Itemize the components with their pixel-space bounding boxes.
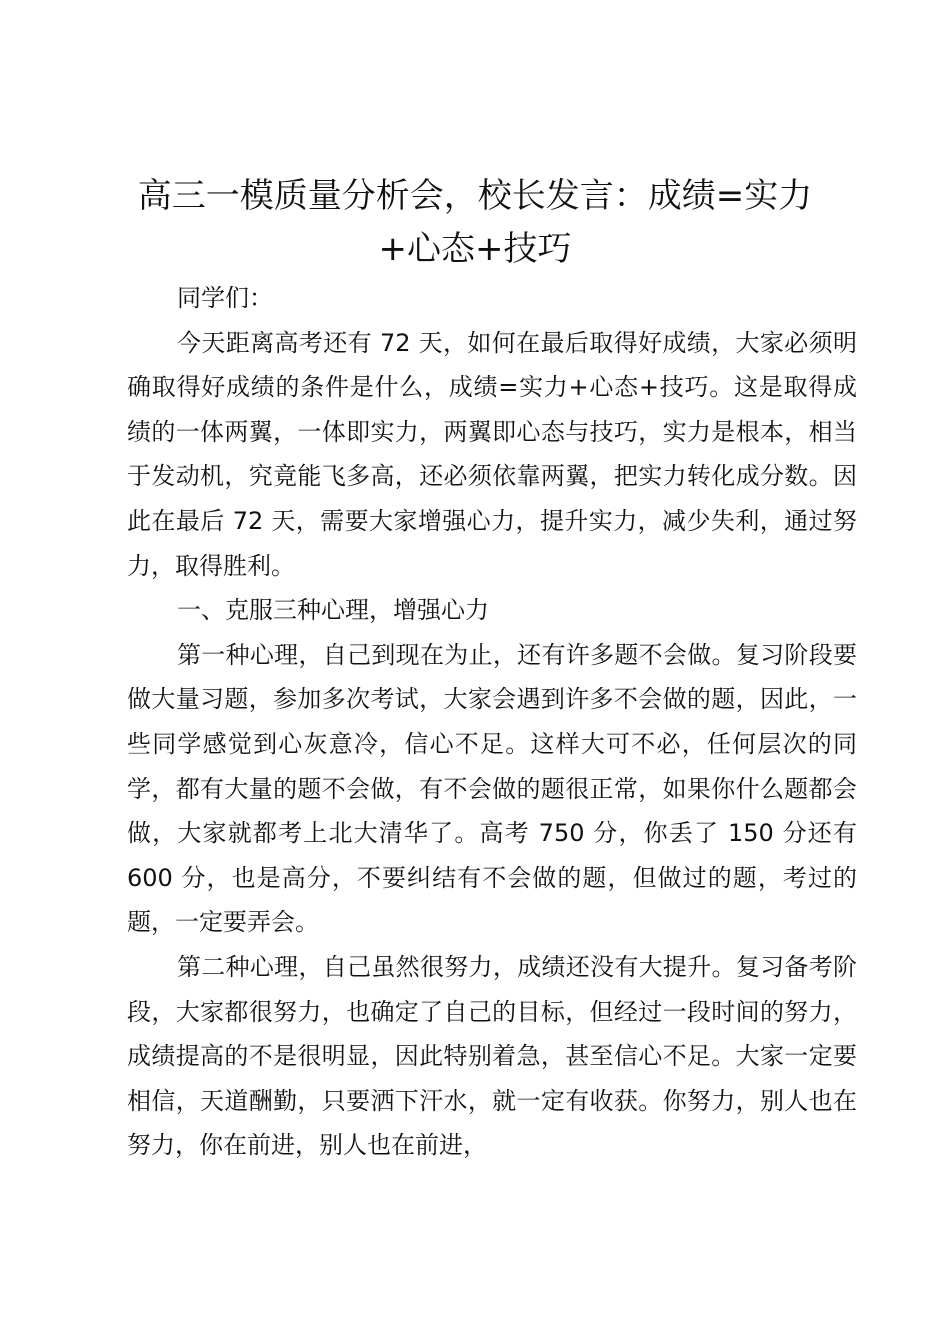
section-heading: 一、克服三种心理，增强心力 <box>177 596 489 625</box>
intro-paragraph: 今天距离高考还有 72 天，如何在最后取得好成绩，大家必须明确取得好成绩的条件是什么，成绩=实力+心态+技巧。这是取得成绩的一体两翼，一体即实力，两翼即心态与技巧，实力是根本，相当于发动机，究竟能飞多高，还必须依靠两翼，把实力转化成分数。因此在最后 72 天，需要大家增强心力，提升实力，减少失利，通过努力，取得胜利。 <box>127 328 857 580</box>
body-paragraph: 第二种心理，自己虽然很努力，成绩还没有大提升。复习备考阶段，大家都很努力，也确定了自己的目标，但经过一段时间的努力，成绩提高的不是很明显，因此特别着急，甚至信心不足。大家一定要相信，天道酬勤，只要洒下汗水，就一定有收获。你努力，别人也在努力，你在前进，别人也在前进， <box>127 952 857 1160</box>
document-body <box>127 276 857 1168</box>
body-paragraph: 第一种心理，自己到现在为止，还有许多题不会做。复习阶段要做大量习题，参加多次考试，大家会遇到许多不会做的题，因此，一些同学感觉到心灰意冷，信心不足。这样大可不必，任何层次的同学，都有大量的题不会做，有不会做的题很正常，如果你什么题都会做，大家就都考上北大清华了。高考 750 分，你丢了 150 分还有 600 分，也是高分，不要纠结有不会做的题，但做过的题，考过的题，一定要弄会。 <box>127 640 857 937</box>
greeting-paragraph: 同学们： <box>177 284 273 312</box>
document-title: 高三一模质量分析会，校长发言：成绩=实力+心态+技巧 <box>137 176 813 269</box>
